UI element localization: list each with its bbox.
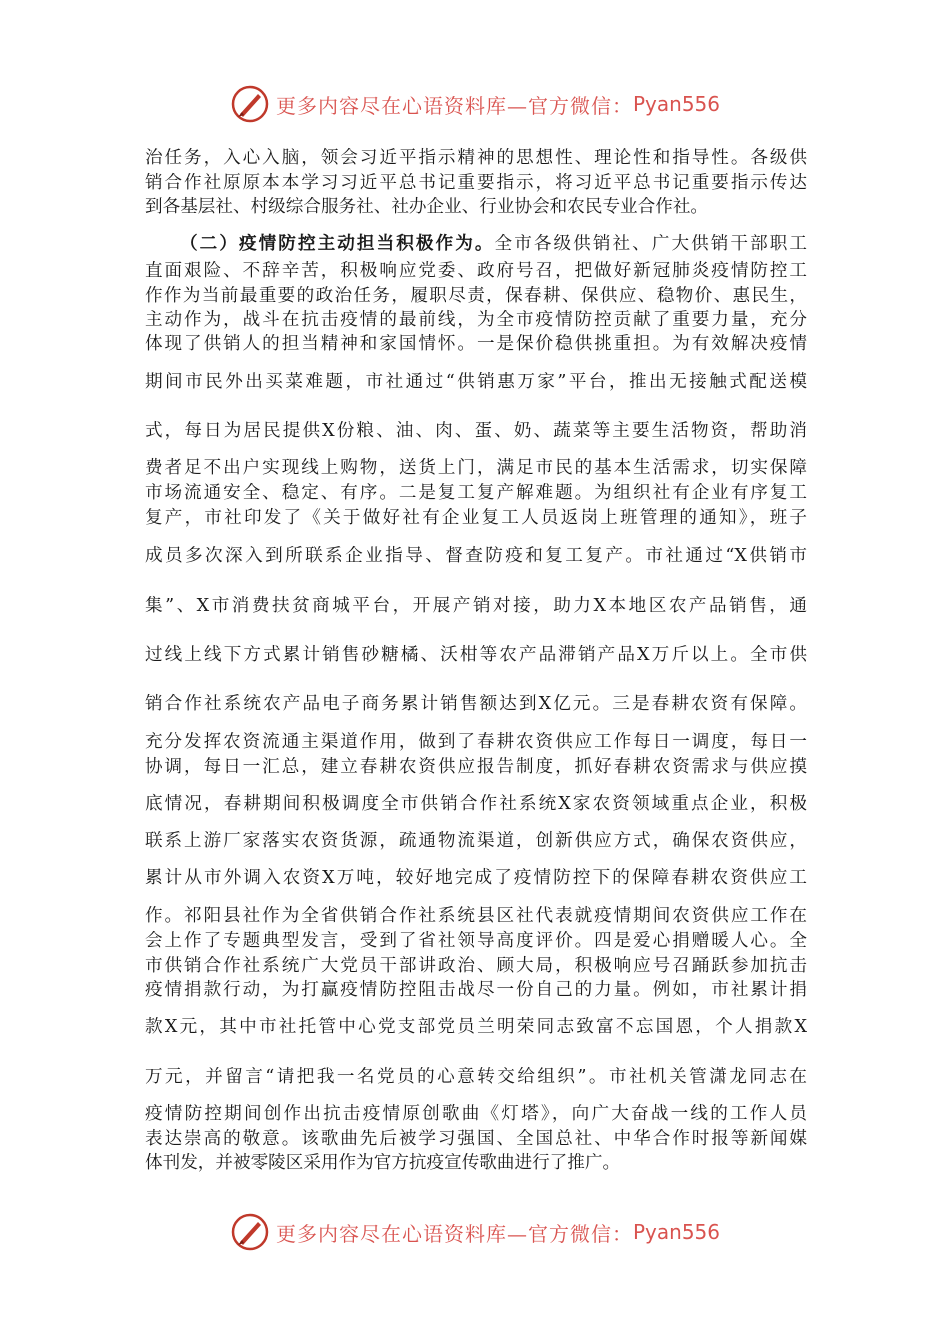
text-line: 成员多次深入到所联系企业指导、督查防疫和复工复产。市社通过“X供销市	[145, 546, 807, 566]
wechat-id: Pyan556	[632, 92, 720, 116]
text-line: 费者足不出户实现线上购物，送货上门，满足市民的基本生活需求，切实保障	[145, 458, 807, 478]
text-line: 累计从市外调入农资X万吨，较好地完成了疫情防控下的保障春耕农资供应工	[145, 868, 807, 888]
pen-logo-icon	[230, 1212, 270, 1252]
header-banner	[0, 82, 950, 126]
wechat-id: Pyan556	[632, 1220, 720, 1244]
text-line: 作。祁阳县社作为全省供销合作社系统县区社代表就疫情期间农资供应工作在	[145, 906, 807, 926]
text-line: 直面艰险、不辞辛苦，积极响应党委、政府号召，把做好新冠肺炎疫情防控工	[145, 261, 807, 281]
text-line: 疫情捐款行动，为打赢疫情防控阻击战尽一份自己的力量。例如，市社累计捐	[145, 980, 807, 1000]
text-line: 充分发挥农资流通主渠道作用，做到了春耕农资供应工作每日一调度，每日一	[145, 732, 807, 752]
text-line: 式，每日为居民提供X份粮、油、肉、蛋、奶、蔬菜等主要生活物资，帮助消	[145, 421, 807, 441]
pen-logo-icon	[230, 84, 270, 124]
text-line: 主动作为，战斗在抗击疫情的最前线，为全市疫情防控贡献了重要力量，充分	[145, 310, 807, 330]
text-line: 款X元，其中市社托管中心党支部党员兰明荣同志致富不忘国恩，个人捐款X	[145, 1017, 807, 1037]
text-line: 会上作了专题典型发言，受到了省社领导高度评价。四是爱心捐赠暖人心。全	[145, 931, 807, 951]
text-line: 万元，并留言“请把我一名党员的心意转交给组织”。市社机关管潇龙同志在	[145, 1067, 807, 1087]
text-line: 治任务，入心入脑，领会习近平指示精神的思想性、理论性和指导性。各级供	[145, 148, 807, 168]
banner-text: 更多内容尽在心语资料库—官方微信：	[275, 1221, 633, 1246]
text-line: 体刊发，并被零陵区采用作为官方抗疫宣传歌曲进行了推广。	[145, 1153, 621, 1173]
text-line: 销合作社系统农产品电子商务累计销售额达到X亿元。三是春耕农资有保障。	[145, 694, 807, 714]
banner-text: 更多内容尽在心语资料库—官方微信：	[275, 93, 633, 118]
text-line: 表达崇高的敬意。该歌曲先后被学习强国、全国总社、中华合作时报等新闻媒	[145, 1129, 807, 1149]
section-heading-line	[180, 233, 807, 255]
text-line: 期间市民外出买菜难题，市社通过“供销惠万家”平台，推出无接触式配送模	[145, 372, 807, 392]
text-line: 到各基层社、村级综合服务社、社办企业、行业协会和农民专业合作社。	[145, 197, 709, 217]
text-line: 底情况，春耕期间积极调度全市供销合作社系统X家农资领域重点企业，积极	[145, 794, 807, 814]
text-segment: 全市各级供销社、广大供销干部职工	[494, 234, 807, 254]
text-line: 集”、X市消费扶贫商城平台，开展产销对接，助力X本地区农产品销售，通	[145, 596, 807, 616]
text-line: 体现了供销人的担当精神和家国情怀。一是保价稳供挑重担。为有效解决疫情	[145, 334, 807, 354]
footer-banner	[0, 1210, 950, 1254]
text-line: 疫情防控期间创作出抗击疫情原创歌曲《灯塔》，向广大奋战一线的工作人员	[145, 1104, 807, 1124]
section-heading: （二）疫情防控主动担当积极作为。	[180, 233, 495, 254]
text-line: 复产，市社印发了《关于做好社有企业复工人员返岗上班管理的通知》，班子	[145, 508, 807, 528]
text-line: 过线上线下方式累计销售砂糖橘、沃柑等农产品滞销产品X万斤以上。全市供	[145, 645, 807, 665]
text-line: 联系上游厂家落实农资货源，疏通物流渠道，创新供应方式，确保农资供应，	[145, 831, 807, 851]
text-line: 市供销合作社系统广大党员干部讲政治、顾大局，积极响应号召踊跃参加抗击	[145, 956, 807, 976]
text-line: 协调，每日一汇总，建立春耕农资供应报告制度，抓好春耕农资需求与供应摸	[145, 757, 807, 777]
text-line: 作作为当前最重要的政治任务，履职尽责，保春耕、保供应、稳物价、惠民生，	[145, 286, 807, 306]
text-line: 市场流通安全、稳定、有序。二是复工复产解难题。为组织社有企业有序复工	[145, 483, 807, 503]
text-line: 销合作社原原本本学习习近平总书记重要指示，将习近平总书记重要指示传达	[145, 173, 807, 193]
